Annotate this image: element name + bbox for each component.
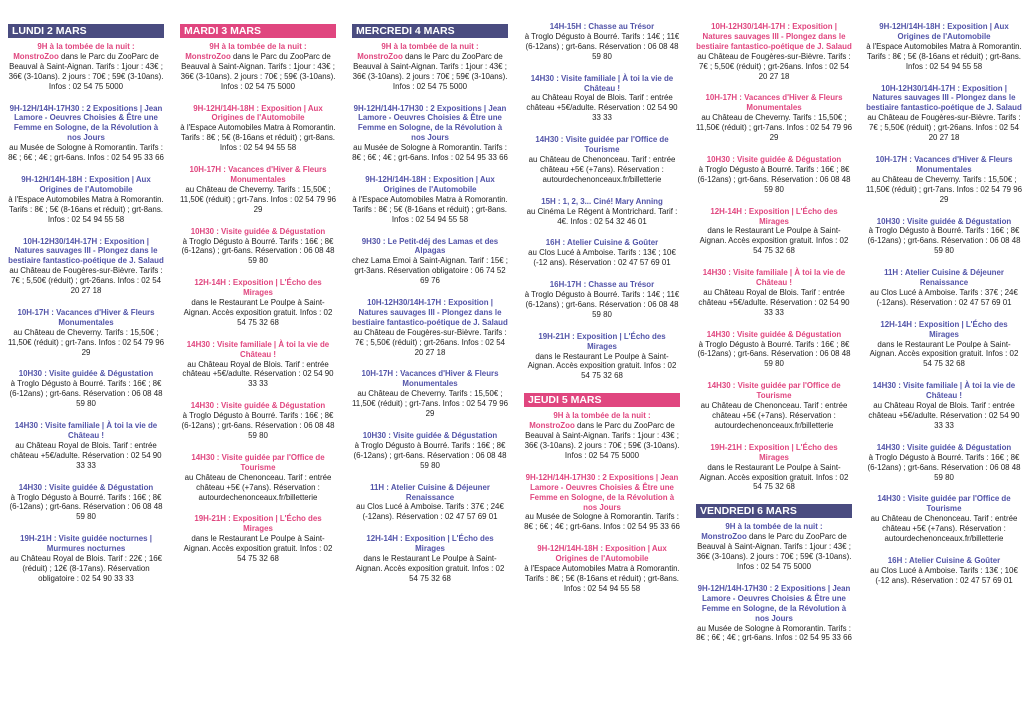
event-title: 14H30 : Visite guidée par l'Office de Tourisme bbox=[877, 494, 1011, 514]
event-details: au Château de Fougères-sur-Bièvre. Tarifs : 7€ ; 5,50€ (réduit) ; grt-26ans. Infos : 02 54 20 27 18 bbox=[353, 327, 507, 357]
event-details: dans le Restaurant Le Poulpe à Saint-Aignan. Accès exposition gratuit. Infos : 02 54 75 32 68 bbox=[869, 339, 1019, 369]
event-details: à l'Espace Automobiles Matra à Romorantin. Tarifs : 8€ ; 5€ (8-16ans et réduit) ; grt-8ans. Infos : 02 54 94 55 58 bbox=[8, 194, 164, 224]
event-details: à Troglo Dégusto à Bourré. Tarifs : 16€ ; 8€ (6-12ans) ; grt-6ans. Réservation : 06 08 48 59 80 bbox=[9, 379, 163, 409]
event-item bbox=[524, 332, 680, 382]
event-item bbox=[180, 514, 336, 564]
event-item bbox=[180, 401, 336, 441]
event-details: à Troglo Dégusto à Bourré. Tarifs : 16€ ; 8€ (6-12ans) ; grt-6ans. Réservation : 06 08 48 59 80 bbox=[181, 411, 335, 440]
day-header: MERCREDI 4 MARS bbox=[352, 24, 508, 38]
event-title: 9H-12H/14H-18H : Exposition | Aux Origines de l'Automobile bbox=[879, 22, 1009, 41]
event-details: dans le Restaurant Le Poulpe à Saint-Aignan. Accès exposition gratuit. Infos : 02 54 75 32 68 bbox=[183, 298, 333, 327]
event-details: au Château Royal de Blois. Tarif : entrée château +5€/adulte. Réservation : 02 54 90 33 33 bbox=[868, 401, 1020, 430]
event-item bbox=[524, 544, 680, 594]
event-title: 9H-12H/14H-18H : Exposition | Aux Origines de l'Automobile bbox=[21, 174, 151, 194]
events-list bbox=[696, 522, 852, 643]
event-details: dans le Restaurant Le Poulpe à Saint-Aignan. Accès exposition gratuit. Infos : 02 54 75 32 68 bbox=[699, 462, 849, 492]
event-item bbox=[866, 155, 1022, 205]
event-title: 9H à la tombée de la nuit : bbox=[381, 42, 479, 51]
event-item bbox=[866, 381, 1022, 431]
event-item bbox=[524, 411, 680, 461]
events-list bbox=[696, 22, 852, 492]
event-title: 14H30 : Visite familiale | À toi la vie de Château ! bbox=[702, 268, 846, 288]
event-item bbox=[352, 369, 508, 419]
event-details: au Château Royal de Blois. Tarif : entrée château +5€/adulte. Réservation : 02 54 90 33 33 bbox=[526, 93, 678, 123]
event-item bbox=[352, 483, 508, 523]
event-item bbox=[8, 237, 164, 296]
event-title: 10H-12H30/14H-17H : Exposition | Natures sauvages III - Plongez dans le bestiaire fantastico-poétique de J. Salaud bbox=[352, 298, 508, 327]
event-title: 14H30 : Visite guidée par l'Office de Tourisme bbox=[535, 135, 669, 155]
event-item bbox=[696, 381, 852, 431]
event-item bbox=[524, 135, 680, 185]
event-details: à Troglo Dégusto à Bourré. Tarifs : 16€ ; 8€ (6-12ans) ; grt-6ans. Réservation : 06 08 48 59 80 bbox=[181, 236, 335, 266]
events-list bbox=[866, 22, 1022, 586]
event-title: 9H à la tombée de la nuit : bbox=[725, 522, 823, 532]
event-details: dans le Restaurant Le Poulpe à Saint-Aignan. Accès exposition gratuit. Infos : 02 54 75 32 68 bbox=[527, 351, 677, 381]
event-title: 14H30 : Visite guidée & Dégustation bbox=[190, 401, 326, 411]
event-details: dans le Parc du ZooParc de Beauval à Saint-Aignan. Tarifs : 1jour : 43€ ; 36€ (3-10ans). 2 jours : 70€ ; 59€ (3-10ans). Infos : 02 54 75 5000 bbox=[696, 532, 852, 571]
event-item bbox=[696, 584, 852, 643]
event-details: au Clos Lucé à Amboise. Tarifs : 13€ ; 10€ (-12 ans). Réservation : 02 47 57 69 01 bbox=[870, 565, 1018, 585]
event-title: 9H à la tombée de la nuit : bbox=[553, 411, 651, 421]
event-item bbox=[866, 84, 1022, 143]
event-item bbox=[866, 556, 1022, 586]
event-details: dans le Parc du ZooParc de Beauval à Saint-Aignan. Tarifs : 1jour : 43€ ; 36€ (3-10ans). 2 jours : 70€ ; 59€ (3-10ans). Infos : 02 54 75 5000 bbox=[352, 51, 508, 91]
event-details: au Château Royal de Blois. Tarif : entrée château +5€/adulte. Réservation : 02 54 90 33 33 bbox=[182, 359, 334, 389]
column-tuesday bbox=[180, 0, 336, 576]
event-item bbox=[696, 330, 852, 370]
event-title: 12H-14H : Exposition | L'Écho des Mirages bbox=[880, 319, 1008, 339]
event-details: au Cinéma Le Régent à Montrichard. Tarif : 4€. Infos : 02 54 32 46 01 bbox=[526, 206, 678, 226]
event-title: 9H-12H/14H-18H : Exposition | Aux Origines de l'Automobile bbox=[193, 103, 323, 123]
event-title: 19H-21H : Exposition | L'Écho des Mirages bbox=[538, 331, 666, 351]
event-details: au Musée de Sologne à Romorantin. Tarifs : 8€ ; 6€ ; 4€ ; grt-6ans. Infos : 02 54 95 33 66 bbox=[696, 623, 852, 643]
event-details: à Troglo Dégusto à Bourré. Tarifs : 16€ ; 8€ (6-12ans) ; grt-6ans. Réservation : 06 08 48 59 80 bbox=[697, 339, 851, 369]
event-item bbox=[8, 42, 164, 92]
event-details: au Musée de Sologne à Romorantin. Tarifs : 8€ ; 6€ ; 4€ ; grt-6ans. Infos : 02 54 95 33 66 bbox=[352, 143, 508, 163]
event-item bbox=[180, 42, 336, 92]
event-item bbox=[866, 22, 1022, 72]
event-details: au Château de Chenonceau. Tarif : entrée château +5€ (+7ans). Réservation : autourdechenonceaux.fr/billetterie bbox=[528, 154, 676, 184]
event-item bbox=[696, 207, 852, 257]
event-item bbox=[180, 104, 336, 154]
event-details: à l'Espace Automobiles Matra à Romorantin. Tarifs : 8€ ; 5€ (8-16ans et réduit) ; grt-8ans. Infos : 02 54 94 55 58 bbox=[524, 564, 680, 593]
event-item bbox=[180, 340, 336, 390]
event-title: 9H-12H/14H-18H : Exposition | Aux Origines de l'Automobile bbox=[537, 544, 667, 564]
event-item bbox=[696, 443, 852, 493]
event-details: à Troglo Dégusto à Bourré. Tarifs : 16€ ; 8€ (6-12ans) ; grt-6ans. Réservation : 06 08 48 59 80 bbox=[867, 452, 1021, 482]
event-title: 14H30 : Visite familiale | À toi la vie de Château ! bbox=[530, 73, 674, 93]
column-top-spacer bbox=[866, 0, 1022, 22]
event-title: 14H30 : Visite guidée & Dégustation bbox=[876, 442, 1012, 452]
event-details: à Troglo Dégusto à Bourré. Tarifs : 14€ ; 11€ (6-12ans) ; grt-6ans. Réservation : 06 08 48 59 80 bbox=[524, 290, 680, 319]
event-title: 10H30 : Visite guidée & Dégustation bbox=[190, 226, 326, 236]
event-item bbox=[8, 104, 164, 163]
event-title: 15H : 1, 2, 3... Ciné! Mary Anning bbox=[541, 196, 663, 206]
event-details: au Château de Chenonceau. Tarif : entrée château +5€ (+7ans). Réservation : autourdechenonceaux.fr/billetterie bbox=[700, 401, 848, 430]
column-monday bbox=[8, 0, 164, 596]
event-title: 9H30 : Le Petit-déj des Lamas et des Alpagas bbox=[361, 236, 499, 256]
event-item bbox=[8, 369, 164, 409]
event-details: au Château de Cheverny. Tarifs : 15,50€ ; 11,50€ (réduit) ; grt-7ans. Infos : 02 54 79 96 29 bbox=[8, 327, 165, 357]
event-item bbox=[8, 534, 164, 584]
event-title: 10H30 : Visite guidée & Dégustation bbox=[18, 369, 154, 379]
event-details: chez Lama Emoi à Saint-Aignan. Tarif : 15€ ; grt-3ans. Réservation obligatoire : 06 74 52 69 76 bbox=[352, 256, 508, 286]
event-title: 9H-12H/14H-17H30 : 2 Expositions | Jean Lamore - Oeuvres Choisies & Être une Femme en Sologne, de la Révolution à nos Jours bbox=[353, 103, 507, 143]
event-item bbox=[866, 217, 1022, 257]
event-title: 14H30 : Visite guidée par l'Office de Tourisme bbox=[707, 381, 841, 401]
event-details: à Troglo Dégusto à Bourré. Tarifs : 14€ ; 11€ (6-12ans) ; grt-6ans. Réservation : 06 08 48 59 80 bbox=[524, 31, 680, 61]
event-item bbox=[696, 93, 852, 143]
event-item bbox=[352, 431, 508, 471]
events-list bbox=[8, 42, 164, 584]
event-item bbox=[352, 237, 508, 287]
event-title: 9H-12H/14H-18H : Exposition | Aux Origines de l'Automobile bbox=[365, 174, 495, 194]
event-title: 9H-12H/14H-17H30 : 2 Expositions | Jean Lamore - Oeuvres Choisies & Être une Femme en Sologne, de la Révolution à nos Jours bbox=[697, 583, 851, 623]
event-item bbox=[696, 268, 852, 318]
event-details: à l'Espace Automobiles Matra à Romorantin. Tarifs : 8€ ; 5€ (8-16ans et réduit) ; grt-8ans. Infos : 02 54 94 55 58 bbox=[180, 123, 336, 153]
event-details: au Musée de Sologne à Romorantin. Tarifs : 8€ ; 6€ ; 4€ ; grt-6ans. Infos : 02 54 95 33 66 bbox=[8, 143, 164, 163]
event-title: 14H30 : Visite guidée & Dégustation bbox=[706, 329, 842, 339]
event-item bbox=[524, 74, 680, 124]
event-details: au Château de Cheverny. Tarifs : 15,50€ ; 11,50€ (réduit) ; grt-7ans. Infos : 02 54 79 96 29 bbox=[696, 113, 853, 143]
event-item bbox=[180, 227, 336, 267]
event-title: 16H : Atelier Cuisine & Goûter bbox=[887, 555, 1001, 565]
event-title: 19H-21H : Exposition | L'Écho des Mirages bbox=[710, 442, 838, 462]
event-title: 10H-12H30/14H-17H : Exposition | Natures sauvages III - Plongez dans le bestiaire fantastico-poétique de J. Salaud bbox=[8, 236, 164, 266]
event-details: dans le Restaurant Le Poulpe à Saint-Aignan. Accès exposition gratuit. Infos : 02 54 75 32 68 bbox=[183, 534, 333, 564]
event-details: au Château Royal de Blois. Tarif : 22€ ; 16€ (réduit) ; 12€ (8-17ans). Réservation obligatoire : 02 54 90 33 33 bbox=[9, 554, 163, 583]
column-wednesday bbox=[352, 0, 508, 596]
column-wed-continued-thursday bbox=[524, 0, 680, 606]
event-details: au Château de Cheverny. Tarifs : 15,50€ ; 11,50€ (réduit) ; grt-7ans. Infos : 02 54 79 96 29 bbox=[180, 184, 337, 214]
event-details: à Troglo Dégusto à Bourré. Tarifs : 16€ ; 8€ (6-12ans) ; grt-6ans. Réservation : 06 08 48 59 80 bbox=[353, 440, 507, 470]
event-details: à Troglo Dégusto à Bourré. Tarifs : 16€ ; 8€ (6-12ans) ; grt-6ans. Réservation : 06 08 48 59 80 bbox=[697, 164, 851, 194]
event-item bbox=[524, 22, 680, 62]
event-details: dans le Parc du ZooParc de Beauval à Saint-Aignan. Tarifs : 1jour : 43€ ; 36€ (3-10ans). 2 jours : 70€ ; 59€ (3-10ans). Infos : 02 54 75 5000 bbox=[524, 421, 680, 460]
events-list bbox=[352, 42, 508, 584]
event-item bbox=[180, 278, 336, 328]
day-header: VENDREDI 6 MARS bbox=[696, 504, 852, 518]
event-details: à Troglo Dégusto à Bourré. Tarifs : 16€ ; 8€ (6-12ans) ; grt-6ans. Réservation : 06 08 48 59 80 bbox=[867, 226, 1021, 256]
event-item bbox=[352, 534, 508, 584]
event-title-highlight: MonstroZoo bbox=[529, 421, 575, 431]
event-title: 12H-14H : Exposition | L'Écho des Mirages bbox=[194, 278, 322, 298]
event-item bbox=[524, 197, 680, 227]
event-title: 9H à la tombée de la nuit : bbox=[37, 42, 135, 51]
event-details: au Clos Lucé à Amboise. Tarifs : 13€ ; 10€ (-12 ans). Réservation : 02 47 57 69 01 bbox=[528, 248, 676, 268]
event-item bbox=[352, 104, 508, 163]
event-title: 10H-17H : Vacances d'Hiver & Fleurs Monumentales bbox=[17, 307, 155, 327]
column-top-spacer bbox=[524, 0, 680, 22]
event-details: au Musée de Sologne à Romorantin. Tarifs : 8€ ; 6€ ; 4€ ; grt-6ans. Infos : 02 54 95 33 66 bbox=[524, 512, 680, 532]
event-details: au Château Royal de Blois. Tarif : entrée château +5€/adulte. Réservation : 02 54 90 33 33 bbox=[10, 440, 162, 470]
event-item bbox=[180, 165, 336, 215]
event-item bbox=[8, 483, 164, 523]
column-friday-continued bbox=[866, 0, 1022, 598]
event-title: 10H30 : Visite guidée & Dégustation bbox=[362, 431, 498, 440]
event-title: 12H-14H : Exposition | L'Écho des Mirages bbox=[710, 206, 838, 226]
event-item bbox=[8, 421, 164, 471]
event-details: à Troglo Dégusto à Bourré. Tarifs : 16€ ; 8€ (6-12ans) ; grt-6ans. Réservation : 06 08 48 59 80 bbox=[9, 492, 163, 522]
event-item bbox=[696, 22, 852, 81]
event-item bbox=[866, 320, 1022, 370]
event-title: 11H : Atelier Cuisine & Déjeuner Renaissance bbox=[884, 268, 1004, 288]
event-details: au Château de Fougères-sur-Bièvre. Tarifs : 7€ ; 5,50€ (réduit) ; grt-26ans. Infos : 02 54 20 27 18 bbox=[9, 266, 163, 296]
event-item bbox=[180, 453, 336, 503]
event-title: 10H-17H : Vacances d'Hiver & Fleurs Monumentales bbox=[361, 369, 499, 389]
event-title: 10H-12H30/14H-17H : Exposition | Natures sauvages III - Plongez dans le bestiaire fantastico-poétique de J. Salaud bbox=[866, 83, 1022, 113]
event-details: à l'Espace Automobiles Matra à Romorantin. Tarifs : 8€ ; 5€ (8-16ans et réduit) ; grt-8ans. Infos : 02 54 94 55 58 bbox=[352, 194, 508, 224]
day-header: JEUDI 5 MARS bbox=[524, 393, 680, 407]
event-details: au Château de Cheverny. Tarifs : 15,50€ ; 11,50€ (réduit) ; grt-7ans. Infos : 02 54 79 96 29 bbox=[352, 389, 509, 419]
event-item bbox=[866, 443, 1022, 483]
event-details: au Château de Chenonceau. Tarif : entrée château +5€ (+7ans). Réservation : autourdechenonceaux.fr/billetterie bbox=[184, 472, 332, 502]
event-title: 14H30 : Visite familiale | À toi la vie de Château ! bbox=[14, 421, 158, 440]
event-title-highlight: MonstroZoo bbox=[13, 51, 59, 61]
event-title: 14H30 : Visite guidée & Dégustation bbox=[18, 482, 154, 492]
event-title: 9H-12H/14H-17H30 : 2 Expositions | Jean Lamore - Oeuvres Choisies & Être une Femme en Sologne, de la Révolution à nos Jours bbox=[9, 103, 163, 143]
event-details: au Château de Cheverny. Tarifs : 15,50€ ; 11,50€ (réduit) ; grt-7ans. Infos : 02 54 79 96 29 bbox=[866, 174, 1023, 204]
day-header: LUNDI 2 MARS bbox=[8, 24, 164, 38]
event-details: dans le Restaurant Le Poulpe à Saint-Aignan. Accès exposition gratuit. Infos : 02 54 75 32 68 bbox=[355, 554, 505, 583]
event-item bbox=[8, 175, 164, 225]
event-title: 14H30 : Visite familiale | À toi la vie de Château ! bbox=[872, 381, 1016, 401]
event-title-highlight: MonstroZoo bbox=[357, 51, 403, 61]
event-title-highlight: MonstroZoo bbox=[185, 51, 231, 61]
event-item bbox=[866, 268, 1022, 308]
event-title: 14H-15H : Chasse au Trésor bbox=[549, 22, 655, 31]
events-list bbox=[524, 411, 680, 594]
event-title-highlight: MonstroZoo bbox=[701, 532, 747, 542]
column-thursday-continued-friday bbox=[696, 0, 852, 655]
event-details: au Château Royal de Blois. Tarif : entrée château +5€/adulte. Réservation : 02 54 90 33 33 bbox=[698, 287, 850, 317]
event-item bbox=[524, 473, 680, 532]
day-header: MARDI 3 MARS bbox=[180, 24, 336, 38]
event-item bbox=[696, 155, 852, 195]
event-title: 19H-21H : Exposition | L'Écho des Mirages bbox=[194, 514, 322, 534]
event-title: 9H à la tombée de la nuit : bbox=[209, 42, 307, 51]
event-title: 14H30 : Visite guidée par l'Office de Tourisme bbox=[191, 452, 325, 472]
event-item bbox=[352, 298, 508, 357]
event-details: au Clos Lucé à Amboise. Tarifs : 37€ ; 24€ (-12ans). Réservation : 02 47 57 69 01 bbox=[870, 287, 1018, 307]
event-item bbox=[352, 175, 508, 225]
event-title: 10H30 : Visite guidée & Dégustation bbox=[706, 154, 842, 164]
event-details: dans le Parc du ZooParc de Beauval à Saint-Aignan. Tarifs : 1jour : 43€ ; 36€ (3-10ans). 2 jours : 70€ ; 59€ (3-10ans). Infos : 02 54 75 5000 bbox=[8, 51, 164, 91]
event-title: 16H : Atelier Cuisine & Goûter bbox=[545, 238, 659, 248]
event-title: 10H30 : Visite guidée & Dégustation bbox=[876, 216, 1012, 226]
events-list bbox=[524, 22, 680, 381]
event-item bbox=[524, 238, 680, 268]
event-details: au Château de Chenonceau. Tarif : entrée château +5€ (+7ans). Réservation : autourdechenonceaux.fr/billetterie bbox=[870, 514, 1018, 544]
event-details: dans le Parc du ZooParc de Beauval à Saint-Aignan. Tarifs : 1jour : 43€ ; 36€ (3-10ans). 2 jours : 70€ ; 59€ (3-10ans). Infos : 02 54 75 5000 bbox=[180, 51, 336, 91]
event-title: 9H-12H/14H-17H30 : 2 Expositions | Jean Lamore - Oeuvres Choisies & Être une Femme en Sologne, de la Révolution à nos Jours bbox=[525, 472, 679, 512]
event-item bbox=[696, 522, 852, 572]
event-title: 19H-21H : Visite guidée nocturnes | Murmures nocturnes bbox=[20, 534, 152, 554]
event-title: 10H-12H30/14H-17H : Exposition | Natures sauvages III - Plongez dans le bestiaire fantastico-poétique de J. Salaud bbox=[696, 22, 852, 51]
event-title: 16H-17H : Chasse au Trésor bbox=[549, 280, 655, 290]
event-item bbox=[866, 494, 1022, 544]
event-title: 11H : Atelier Cuisine & Déjeuner Renaissance bbox=[370, 482, 490, 502]
event-details: à l'Espace Automobiles Matra à Romorantin. Tarifs : 8€ ; 5€ (8-16ans et réduit) ; grt-8ans. Infos : 02 54 94 55 58 bbox=[866, 41, 1022, 71]
event-title: 10H-17H : Vacances d'Hiver & Fleurs Monumentales bbox=[875, 154, 1013, 174]
event-details: dans le Restaurant Le Poulpe à Saint-Aignan. Accès exposition gratuit. Infos : 02 54 75 32 68 bbox=[699, 226, 849, 256]
event-item bbox=[352, 42, 508, 92]
event-title: 10H-17H : Vacances d'Hiver & Fleurs Monumentales bbox=[189, 165, 327, 184]
event-title: 14H30 : Visite familiale | À toi la vie de Château ! bbox=[186, 339, 330, 359]
event-item bbox=[524, 280, 680, 320]
event-item bbox=[8, 308, 164, 358]
event-details: au Château de Fougères-sur-Bièvre. Tarifs : 7€ ; 5,50€ (réduit) ; grt-26ans. Infos : 02 54 20 27 18 bbox=[697, 51, 851, 81]
event-title: 12H-14H : Exposition | L'Écho des Mirages bbox=[366, 534, 494, 554]
column-top-spacer bbox=[696, 0, 852, 22]
event-details: au Château de Fougères-sur-Bièvre. Tarifs : 7€ ; 5,50€ (réduit) ; grt-26ans. Infos : 02 54 20 27 18 bbox=[867, 113, 1021, 143]
events-list bbox=[180, 42, 336, 564]
event-details: au Clos Lucé à Amboise. Tarifs : 37€ ; 24€ (-12ans). Réservation : 02 47 57 69 01 bbox=[356, 502, 504, 522]
event-title: 10H-17H : Vacances d'Hiver & Fleurs Monumentales bbox=[705, 93, 843, 113]
